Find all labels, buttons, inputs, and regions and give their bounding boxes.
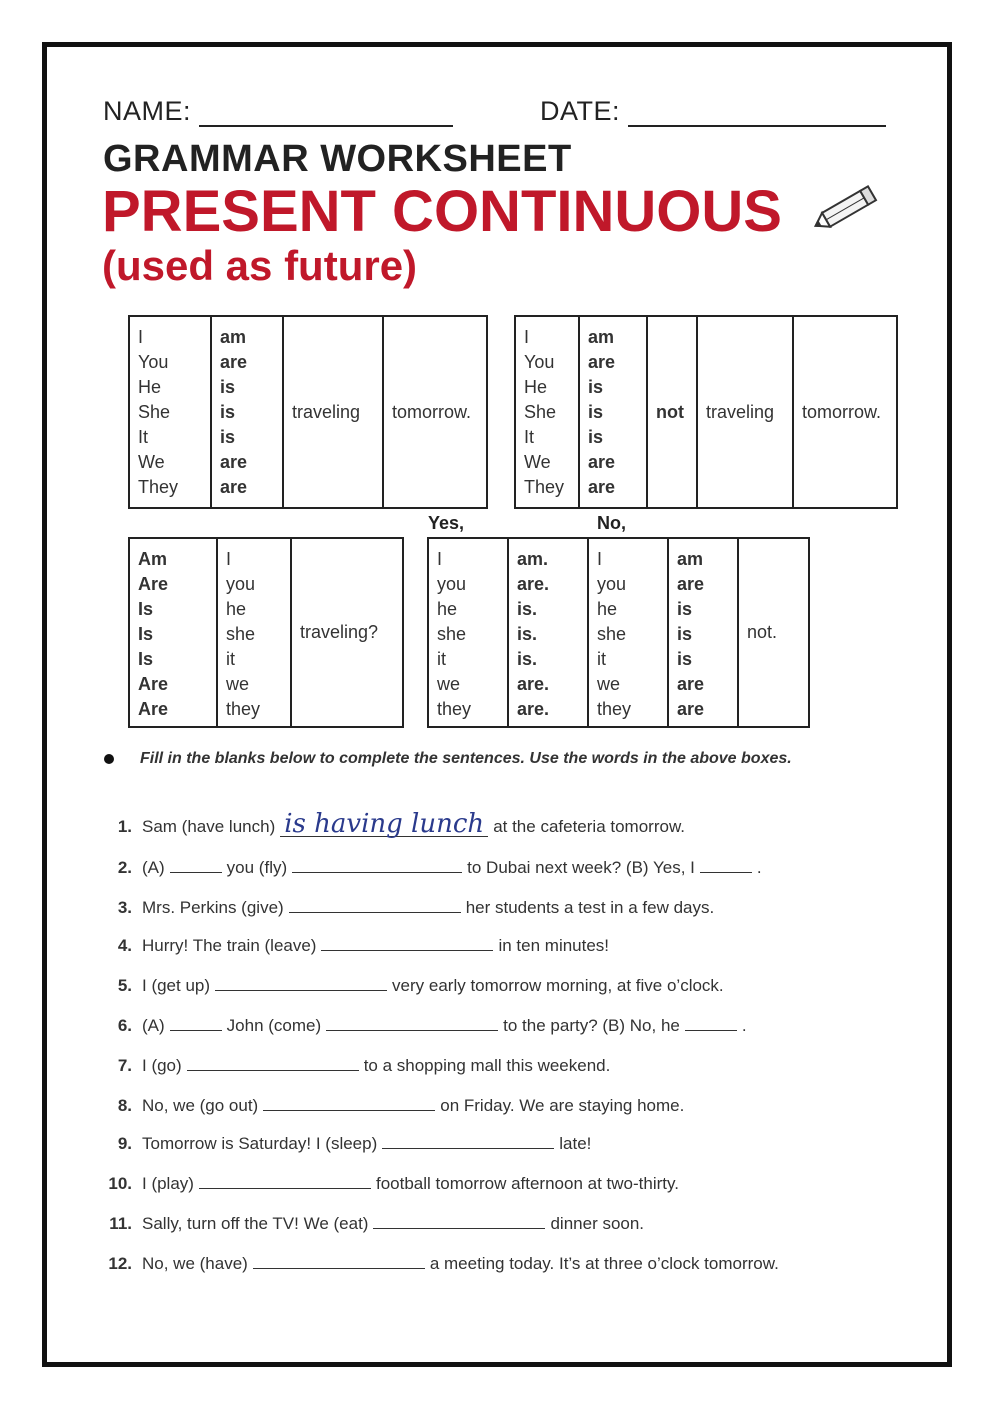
answer-blank[interactable] [685, 1016, 737, 1031]
question-text: No, we (have) [142, 1254, 248, 1273]
question-3 [100, 898, 714, 918]
answer-blank[interactable] [700, 858, 752, 873]
question-8 [100, 1096, 684, 1116]
question-text: Hurry! The train (leave) [142, 936, 317, 955]
answer-blank[interactable] [326, 1016, 498, 1031]
name-label: NAME: [103, 96, 192, 126]
question-text: on Friday. We are staying home. [440, 1096, 685, 1115]
question-text: her students a test in a few days. [465, 898, 715, 917]
answer-blank[interactable] [321, 936, 493, 951]
answer-blank[interactable] [170, 858, 222, 873]
question-number: 11. [109, 1214, 132, 1233]
negative-subjects: I You He She It We They [515, 316, 579, 508]
bullet-icon [104, 754, 114, 764]
question-text: Tomorrow is Saturday! I (sleep) [142, 1134, 378, 1153]
instructions-text: Fill in the blanks below to complete the sentences. Use the words in the above boxes. [140, 750, 792, 767]
question-text: . [741, 1016, 747, 1035]
question-text: football tomorrow afternoon at two-thirty. [375, 1174, 679, 1193]
no-subjects: I you he she it we they [588, 538, 668, 727]
question-text: at the cafeteria tomorrow. [493, 817, 686, 836]
question-text: Sally, turn off the TV! We (eat) [142, 1214, 369, 1233]
worksheet-title: GRAMMAR WORKSHEET [103, 138, 572, 180]
affirmative-subjects: I You He She It We They [129, 316, 211, 508]
date-field[interactable] [540, 96, 886, 127]
question-number: 6. [117, 1016, 132, 1035]
question-text: in ten minutes! [498, 936, 610, 955]
date-label: DATE: [540, 96, 621, 126]
question-verbs: Am Are Is Is Is Are Are [129, 538, 217, 727]
question-text: Mrs. Perkins (give) [142, 898, 284, 917]
question-number: 4. [117, 936, 132, 955]
pencil-icon [810, 180, 885, 240]
question-11 [100, 1214, 644, 1234]
answer-blank[interactable] [170, 1016, 222, 1031]
question-text: late! [559, 1134, 592, 1153]
question-text: you (fly) [226, 858, 288, 877]
question-text: John (come) [226, 1016, 322, 1035]
negative-time: tomorrow. [793, 316, 897, 508]
question-10 [100, 1174, 679, 1194]
question-text: I (get up) [142, 976, 211, 995]
question-number: 3. [117, 898, 132, 917]
question-2 [100, 858, 762, 878]
question-table [128, 537, 404, 728]
answer-blank[interactable] [187, 1056, 359, 1071]
name-blank[interactable] [199, 103, 453, 127]
negative-verbs: am are is is is are are [579, 316, 647, 508]
answer-blank[interactable] [253, 1254, 425, 1269]
negative-participle: traveling [697, 316, 793, 508]
affirmative-time: tomorrow. [383, 316, 487, 508]
question-number: 9. [117, 1134, 132, 1153]
name-field[interactable] [103, 96, 453, 127]
question-text: Sam (have lunch) [142, 817, 276, 836]
question-text: to the party? (B) No, he [503, 1016, 680, 1035]
question-1 [100, 809, 686, 839]
no-not: not. [738, 538, 809, 727]
answer-blank[interactable] [292, 858, 462, 873]
yes-label: Yes, [428, 513, 465, 533]
topic-subtitle: (used as future) [102, 242, 418, 289]
question-9 [100, 1134, 591, 1154]
question-6 [100, 1016, 747, 1036]
negative-not: not [647, 316, 697, 508]
answer-blank[interactable] [263, 1096, 435, 1111]
question-participle: traveling? [291, 538, 403, 727]
question-text: dinner soon. [550, 1214, 645, 1233]
answer-blank[interactable] [199, 1174, 371, 1189]
question-text: very early tomorrow morning, at five o’clock. [392, 976, 724, 995]
yes-subjects: I you he she it we they [428, 538, 508, 727]
yes-verbs: am. are. is. is. is. are. are. [508, 538, 588, 727]
affirmative-table [128, 315, 488, 509]
question-number: 8. [117, 1096, 132, 1115]
question-text: I (go) [142, 1056, 182, 1075]
question-12 [100, 1254, 779, 1274]
answer-blank[interactable] [215, 976, 387, 991]
no-label: No, [597, 513, 626, 533]
question-4 [100, 936, 609, 956]
question-subjects: I you he she it we they [217, 538, 291, 727]
question-text: I (play) [142, 1174, 194, 1193]
instructions [104, 750, 792, 768]
answer-blank[interactable] [382, 1134, 554, 1149]
date-blank[interactable] [628, 103, 886, 127]
answer-blank[interactable] [373, 1214, 545, 1229]
question-text: . [756, 858, 762, 877]
question-number: 1. [117, 817, 132, 836]
question-text: No, we (go out) [142, 1096, 259, 1115]
question-text: a meeting today. It’s at three o’clock tomorrow. [429, 1254, 779, 1273]
question-5 [100, 976, 724, 996]
answer-blank[interactable] [289, 898, 461, 913]
question-number: 2. [117, 858, 132, 877]
question-text: to a shopping mall this weekend. [363, 1056, 611, 1075]
short-answer-table [427, 537, 810, 728]
question-7 [100, 1056, 610, 1076]
handwritten-answer[interactable]: is having lunch [280, 812, 488, 837]
question-text: (A) [142, 858, 165, 877]
question-number: 12. [108, 1254, 132, 1273]
question-text: to Dubai next week? (B) Yes, I [467, 858, 695, 877]
question-text: (A) [142, 1016, 165, 1035]
affirmative-participle: traveling [283, 316, 383, 508]
question-number: 7. [117, 1056, 132, 1075]
no-verbs: am are is is is are are [668, 538, 738, 727]
question-number: 10. [108, 1174, 132, 1193]
topic-title: PRESENT CONTINUOUS [102, 179, 782, 244]
negative-table [514, 315, 898, 509]
affirmative-verbs: am are is is is are are [211, 316, 283, 508]
question-number: 5. [117, 976, 132, 995]
